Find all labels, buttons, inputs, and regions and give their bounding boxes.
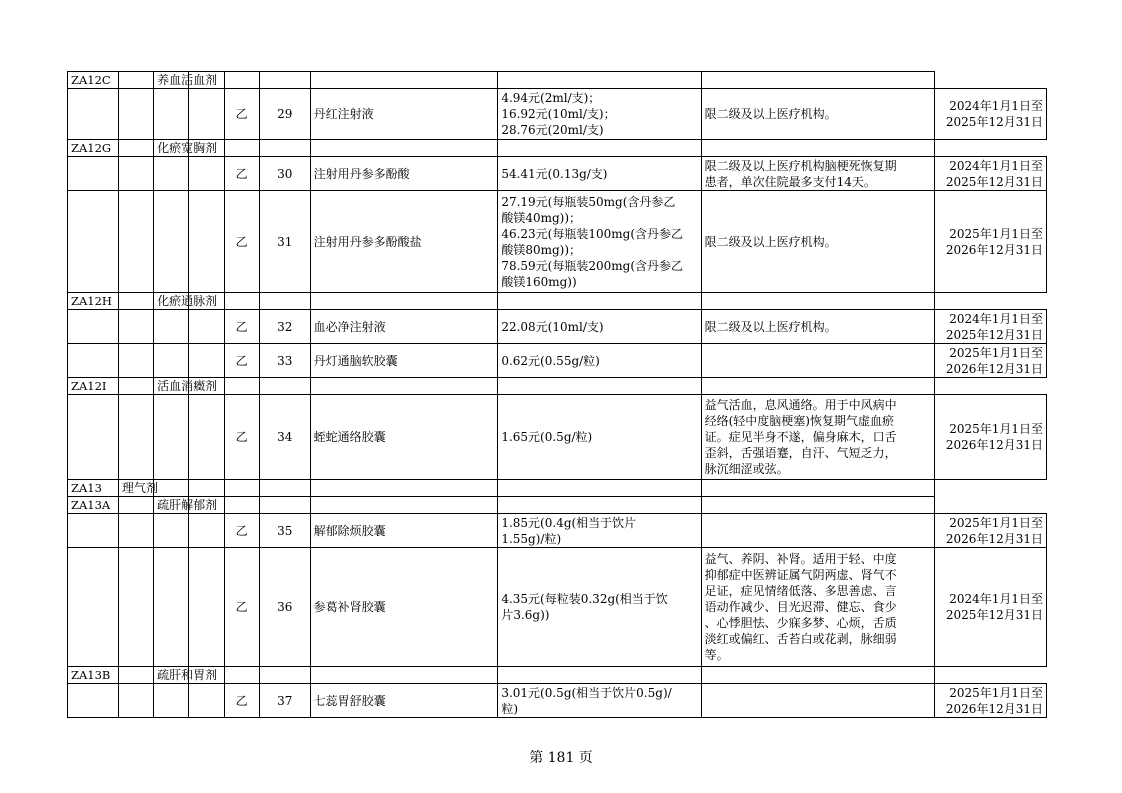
empty-cell: [118, 514, 153, 548]
note-line: 患者，单次住院最多支付14天。: [704, 174, 876, 189]
empty-cell: [701, 378, 934, 395]
drug-name: 七蕊胃舒胶囊: [310, 684, 498, 718]
date-line: 2026年12月31日: [945, 242, 1043, 257]
empty-cell: [154, 310, 189, 344]
price-line: 28.76元(20ml/支): [501, 123, 604, 137]
price-line: 27.19元(每瓶装50mg(含丹参乙: [501, 194, 676, 209]
note-line: 限二级及以上医疗机构。: [704, 107, 837, 121]
date-line: 2024年1月1日至: [949, 158, 1043, 173]
empty-cell: [118, 293, 153, 310]
validity-period: [934, 310, 1046, 344]
drug-price: [498, 684, 701, 718]
empty-cell: [68, 157, 119, 191]
validity-period: [934, 191, 1046, 293]
validity-period: [934, 344, 1046, 378]
date-line: 2025年12月31日: [945, 608, 1043, 622]
drug-category: 乙: [224, 191, 259, 293]
empty-cell: [259, 72, 310, 89]
empty-cell: [189, 548, 224, 667]
category-code: ZA13: [68, 480, 119, 497]
drug-row: [68, 191, 1047, 293]
drug-row: [68, 548, 1047, 667]
drug-catalog-table: [67, 71, 1047, 718]
empty-cell: [224, 72, 259, 89]
empty-cell: [68, 89, 119, 140]
date-line: 2025年12月31日: [945, 115, 1043, 129]
drug-name: 丹灯通脑软胶囊: [310, 344, 498, 378]
date-line: 2024年1月1日至: [949, 592, 1043, 606]
price-line: 1.65元(0.5g/粒): [501, 430, 593, 444]
drug-row: [68, 157, 1047, 191]
price-line: 片3.6g)): [501, 608, 550, 622]
empty-cell: [498, 293, 701, 310]
empty-cell: [154, 89, 189, 140]
empty-cell: [224, 293, 259, 310]
price-line: 1.55g)/粒): [501, 531, 562, 546]
date-line: 2024年1月1日至: [949, 99, 1043, 113]
empty-cell: [189, 89, 224, 140]
price-line: 粒): [501, 701, 519, 716]
empty-cell: [118, 344, 153, 378]
empty-cell: [701, 497, 934, 514]
drug-price: [498, 514, 701, 548]
price-line: 酸镁80mg))；: [501, 242, 582, 257]
empty-cell: [701, 480, 934, 497]
empty-cell: [154, 480, 189, 497]
empty-cell: [68, 548, 119, 667]
date-line: 2025年1月1日至: [949, 226, 1043, 241]
drug-restriction: [701, 514, 934, 548]
empty-cell: [154, 191, 189, 293]
price-line: 3.01元(0.5g(相当于饮片0.5g)/: [501, 685, 672, 700]
empty-cell: [154, 514, 189, 548]
empty-cell: [498, 378, 701, 395]
table-body: [68, 72, 1047, 718]
empty-cell: [189, 480, 224, 497]
drug-name: 参葛补肾胶囊: [310, 548, 498, 667]
drug-category: 乙: [224, 684, 259, 718]
drug-restriction: [701, 395, 934, 480]
empty-cell: [189, 191, 224, 293]
price-line: 4.94元(2ml/支)；: [501, 91, 601, 105]
note-line: 抑郁症中医辨证属气阴两虚、肾气不: [704, 568, 897, 582]
empty-cell: [701, 667, 934, 684]
date-line: 2025年1月1日至: [949, 685, 1043, 700]
note-line: 歪斜，舌强语蹇，自汗、气短乏力，: [704, 446, 897, 460]
empty-cell: [224, 378, 259, 395]
empty-cell: [310, 378, 498, 395]
date-line: 2025年1月1日至: [949, 515, 1043, 530]
validity-period: [934, 548, 1046, 667]
validity-period: [934, 684, 1046, 718]
note-line: 限二级及以上医疗机构脑梗死恢复期: [704, 158, 897, 173]
category-code: ZA12I: [68, 378, 119, 395]
drug-category: 乙: [224, 514, 259, 548]
drug-row: [68, 310, 1047, 344]
drug-number: 32: [259, 310, 310, 344]
drug-restriction: [701, 157, 934, 191]
empty-cell: [310, 293, 498, 310]
drug-restriction: [701, 310, 934, 344]
empty-cell: [259, 480, 310, 497]
drug-row: [68, 395, 1047, 480]
drug-number: 34: [259, 395, 310, 480]
drug-name: 血必净注射液: [310, 310, 498, 344]
empty-cell: [118, 667, 153, 684]
category-code: ZA12G: [68, 140, 119, 157]
category-code: ZA12H: [68, 293, 119, 310]
category-name: 理气剂: [118, 480, 153, 497]
drug-number: 35: [259, 514, 310, 548]
price-line: 46.23元(每瓶装100mg(含丹参乙: [501, 226, 684, 241]
validity-period: [934, 157, 1046, 191]
drug-number: 33: [259, 344, 310, 378]
empty-cell: [118, 497, 153, 514]
note-line: 限二级及以上医疗机构。: [704, 234, 837, 249]
empty-cell: [68, 684, 119, 718]
date-line: 2025年12月31日: [945, 174, 1043, 189]
drug-number: 31: [259, 191, 310, 293]
date-line: 2026年12月31日: [945, 701, 1043, 716]
empty-cell: [498, 667, 701, 684]
note-line: 证。症见半身不遂，偏身麻木，口舌: [704, 430, 897, 444]
empty-cell: [224, 667, 259, 684]
empty-cell: [154, 157, 189, 191]
page-number: 第 181 页: [529, 750, 593, 766]
drug-row: [68, 344, 1047, 378]
empty-cell: [189, 514, 224, 548]
empty-cell: [498, 497, 701, 514]
drug-category: 乙: [224, 395, 259, 480]
empty-cell: [224, 140, 259, 157]
empty-cell: [701, 72, 934, 89]
category-row: [68, 293, 1047, 310]
empty-cell: [154, 684, 189, 718]
empty-cell: [118, 72, 153, 89]
note-line: 语动作减少、目光迟滞、健忘、食少: [704, 600, 897, 614]
drug-restriction: [701, 684, 934, 718]
date-line: 2025年12月31日: [945, 327, 1043, 342]
drug-name: 蛭蛇通络胶囊: [310, 395, 498, 480]
price-line: 酸镁40mg))；: [501, 210, 582, 225]
category-name: 化瘀通脉剂: [154, 293, 189, 310]
category-name: 疏肝和胃剂: [154, 667, 189, 684]
drug-restriction: [701, 89, 934, 140]
drug-price: [498, 395, 701, 480]
empty-cell: [498, 480, 701, 497]
empty-cell: [259, 667, 310, 684]
drug-category: 乙: [224, 548, 259, 667]
category-name: 化瘀宽胸剂: [154, 140, 189, 157]
note-line: 足证，症见情绪低落、多思善虑、言: [704, 584, 897, 598]
empty-cell: [118, 548, 153, 667]
empty-cell: [68, 310, 119, 344]
drug-number: 37: [259, 684, 310, 718]
empty-cell: [224, 497, 259, 514]
note-line: 限二级及以上医疗机构。: [704, 319, 837, 334]
empty-cell: [68, 395, 119, 480]
date-line: 2026年12月31日: [945, 531, 1043, 546]
price-line: 1.85元(0.4g(相当于饮片: [501, 515, 637, 530]
drug-number: 29: [259, 89, 310, 140]
drug-category: 乙: [224, 344, 259, 378]
note-line: 淡红或偏红、舌苔白或花剥，脉细弱: [704, 632, 897, 646]
empty-cell: [118, 684, 153, 718]
price-line: 酸镁160mg)): [501, 274, 577, 289]
note-line: 等。: [704, 648, 729, 662]
empty-cell: [310, 72, 498, 89]
empty-cell: [259, 378, 310, 395]
empty-cell: [118, 140, 153, 157]
price-line: 78.59元(每瓶装200mg(含丹参乙: [501, 258, 684, 273]
note-line: 益气、养阴、补肾。适用于轻、中度: [704, 552, 897, 566]
empty-cell: [259, 140, 310, 157]
empty-cell: [224, 480, 259, 497]
empty-cell: [701, 140, 934, 157]
category-row: [68, 378, 1047, 395]
empty-cell: [118, 310, 153, 344]
empty-cell: [118, 378, 153, 395]
empty-cell: [118, 395, 153, 480]
note-line: 脉沉细涩或弦。: [704, 462, 789, 476]
drug-category: 乙: [224, 310, 259, 344]
drug-price: [498, 191, 701, 293]
empty-cell: [189, 310, 224, 344]
empty-cell: [701, 293, 934, 310]
drug-number: 36: [259, 548, 310, 667]
price-line: 16.92元(10ml/支)；: [501, 107, 616, 121]
empty-cell: [68, 191, 119, 293]
drug-price: [498, 310, 701, 344]
empty-cell: [154, 548, 189, 667]
drug-price: [498, 548, 701, 667]
empty-cell: [68, 514, 119, 548]
empty-cell: [259, 293, 310, 310]
category-row: [68, 72, 1047, 89]
empty-cell: [189, 344, 224, 378]
drug-number: 30: [259, 157, 310, 191]
category-row: [68, 480, 1047, 497]
empty-cell: [310, 140, 498, 157]
drug-restriction: [701, 548, 934, 667]
date-line: 2026年12月31日: [945, 361, 1043, 376]
price-line: 54.41元(0.13g/支): [501, 166, 608, 181]
category-code: ZA13A: [68, 497, 119, 514]
note-line: 、心悸胆怯、少寐多梦、心烦，舌质: [704, 616, 897, 630]
validity-period: [934, 89, 1046, 140]
empty-cell: [118, 191, 153, 293]
category-row: [68, 667, 1047, 684]
drug-price: [498, 344, 701, 378]
drug-price: [498, 157, 701, 191]
empty-cell: [118, 157, 153, 191]
empty-cell: [68, 344, 119, 378]
note-line: 经络(轻中度脑梗塞)恢复期气虚血瘀: [704, 414, 894, 428]
validity-period: [934, 514, 1046, 548]
drug-category: 乙: [224, 157, 259, 191]
date-line: 2024年1月1日至: [949, 311, 1043, 326]
price-line: 4.35元(每粒装0.32g(相当于饮: [501, 592, 668, 606]
category-name: 活血消癥剂: [154, 378, 189, 395]
empty-cell: [498, 72, 701, 89]
drug-name: 解郁除烦胶囊: [310, 514, 498, 548]
category-code: ZA12C: [68, 72, 119, 89]
empty-cell: [310, 480, 498, 497]
empty-cell: [310, 497, 498, 514]
drug-row: [68, 514, 1047, 548]
date-line: 2025年1月1日至: [949, 422, 1043, 436]
empty-cell: [189, 684, 224, 718]
drug-price: [498, 89, 701, 140]
empty-cell: [118, 89, 153, 140]
empty-cell: [310, 667, 498, 684]
drug-row: [68, 684, 1047, 718]
category-row: [68, 140, 1047, 157]
empty-cell: [498, 140, 701, 157]
price-line: 22.08元(10ml/支): [501, 319, 604, 334]
category-code: ZA13B: [68, 667, 119, 684]
category-name: 疏肝解郁剂: [154, 497, 189, 514]
empty-cell: [154, 395, 189, 480]
date-line: 2025年1月1日至: [949, 345, 1043, 360]
drug-restriction: [701, 344, 934, 378]
drug-name: 注射用丹参多酚酸: [310, 157, 498, 191]
drug-row: [68, 89, 1047, 140]
note-line: 益气活血，息风通络。用于中风病中: [704, 398, 897, 412]
drug-restriction: [701, 191, 934, 293]
empty-cell: [189, 157, 224, 191]
drug-name: 注射用丹参多酚酸盐: [310, 191, 498, 293]
validity-period: [934, 395, 1046, 480]
empty-cell: [154, 344, 189, 378]
price-line: 0.62元(0.55g/粒): [501, 353, 600, 368]
empty-cell: [189, 395, 224, 480]
category-name: 养血活血剂: [154, 72, 189, 89]
date-line: 2026年12月31日: [945, 438, 1043, 452]
empty-cell: [259, 497, 310, 514]
category-row: [68, 497, 1047, 514]
drug-category: 乙: [224, 89, 259, 140]
drug-name: 丹红注射液: [310, 89, 498, 140]
